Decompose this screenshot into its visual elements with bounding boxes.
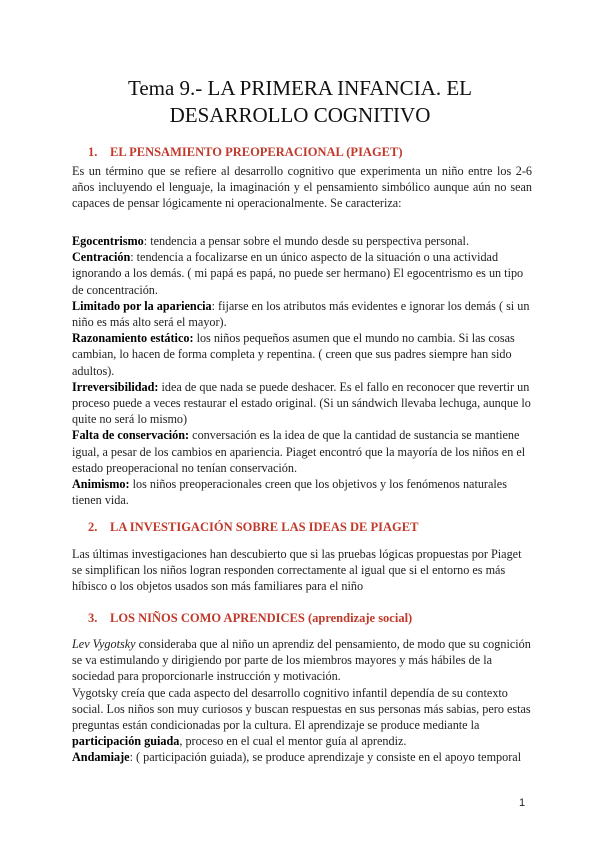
- section-2-number: 2.: [88, 520, 98, 534]
- item-term: Egocentrismo: [72, 234, 144, 248]
- page-title: [0, 75, 600, 129]
- title-line-2: DESARROLLO COGNITIVO: [169, 103, 431, 127]
- section-1-intro: Es un término que se refiere al desarrollo cognitivo que experimenta un niño entre los 2-6 años incluyendo el lenguaje, la imaginación y el pensamiento simbólico aunque aún no sean capaces de pensar lógicamente ni operacionalmente. Se caracteriza:: [72, 164, 532, 211]
- section-3-paragraph-2: Vygotsky creía que cada aspecto del desarrollo cognitivo infantil dependía de su contexto social. Los niños son muy curiosos y buscan respuestas en sus personas más sabias, pero estas preguntas están condicionadas por la cultura. El aprendizaje se produce mediante la participación guiada, proceso en el cual el mentor guía al aprendiz.: [72, 685, 531, 749]
- item-centracion: Centración: tendencia a focalizarse en un único aspecto de la situación o una actividad ignorando a los demás. ( mi papá es papá, no puede ser hermano) El egocentrismo es un tipo de concentración.: [72, 250, 524, 297]
- section-3-paragraph-1: Lev Vygotsky consideraba que al niño un aprendiz del pensamiento, de modo que su cognición se va estimulando y dirigiendo por parte de los miembros mayores y más hábiles de la sociedad para proporcionarle instrucción y motivación.: [72, 637, 531, 684]
- section-2-title: LA INVESTIGACIÓN SOBRE LAS IDEAS DE PIAGET: [110, 520, 419, 534]
- section-3-paragraph-3: Andamiaje: ( participación guiada), se produce aprendizaje y consiste en el apoyo temporal: [72, 750, 522, 765]
- item-term: Razonamiento estático:: [72, 331, 194, 346]
- section-3-number: 3.: [88, 611, 98, 625]
- item-conservacion: [72, 427, 532, 476]
- key-term: participación guiada: [72, 734, 180, 749]
- item-text: fijarse en los atributos más evidentes e ignorar los demás ( si un niño es más alto será el mayor).: [72, 298, 530, 330]
- item-egocentrismo: Egocentrismo: tendencia a pensar sobre el mundo desde su perspectiva personal.: [72, 234, 469, 248]
- item-animismo: [72, 476, 532, 508]
- item-text: tendencia a pensar sobre el mundo desde su perspectiva personal.: [150, 234, 469, 248]
- item-term: Falta de conservación:: [72, 428, 190, 443]
- item-text: los niños preoperacionales creen que los objetivos y los fenómenos naturales tienen vida.: [72, 477, 507, 508]
- section-1-heading: [88, 145, 403, 160]
- section-3-body: [72, 636, 532, 766]
- title-line-1: Tema 9.- LA PRIMERA INFANCIA. EL: [127, 76, 473, 100]
- item-text: idea de que nada se puede deshacer. Es el fallo en reconocer que revertir un proceso puede a veces restaurar el estado original. (Si un sándwich llevaba lechuga, aunque lo quite no será lo mismo): [72, 379, 531, 427]
- section-3-heading: [88, 611, 412, 626]
- item-razonamiento: [72, 330, 532, 379]
- item-term: Irreversibilidad:: [72, 379, 159, 394]
- item-term: Andamiaje: [72, 750, 130, 765]
- section-2-text: Las últimas investigaciones han descubierto que si las pruebas lógicas propuestas por Piaget se simplifican los niños logran responden correctamente al igual que si el entorno es más híbisco o los objetos usados son más familiares para el niño: [72, 547, 522, 594]
- section-1-number: 1.: [88, 145, 98, 159]
- section-1-items: [72, 233, 532, 508]
- item-text: conversación es la idea de que la cantidad de sustancia se mantiene igual, a pesar de los cambios en apariencia. Piaget encontró que la mayoría de los niños en el estado preoperacional no tenían conservación.: [72, 428, 526, 475]
- item-term: Animismo:: [72, 477, 130, 492]
- page-number: 1: [519, 797, 526, 809]
- section-2-heading: [88, 520, 418, 535]
- section-3-title: LOS NIÑOS COMO APRENDICES (aprendizaje social): [110, 611, 413, 625]
- item-text: los niños pequeños asumen que el mundo no cambia. Si las cosas cambian, lo hacen de forma completa y repentina. ( creen que sus padres siempre han sido adultos).: [72, 331, 515, 378]
- item-limitado: Limitado por la apariencia: fijarse en los atributos más evidentes e ignorar los demás ( si un niño es más alto será el mayor).: [72, 298, 530, 330]
- item-term: Limitado por la apariencia: [72, 298, 212, 313]
- item-term: Centración: [72, 250, 131, 265]
- item-text: tendencia a focalizarse en un único aspecto de la situación o una actividad ignorando a los demás. ( mi papá es papá, no puede ser hermano) El egocentrismo es un tipo de concentración.: [72, 250, 524, 297]
- section-1-title: EL PENSAMIENTO PREOPERACIONAL (PIAGET): [110, 145, 403, 159]
- author-name: Lev Vygotsky: [72, 637, 136, 651]
- item-irreversibilidad: [72, 379, 532, 428]
